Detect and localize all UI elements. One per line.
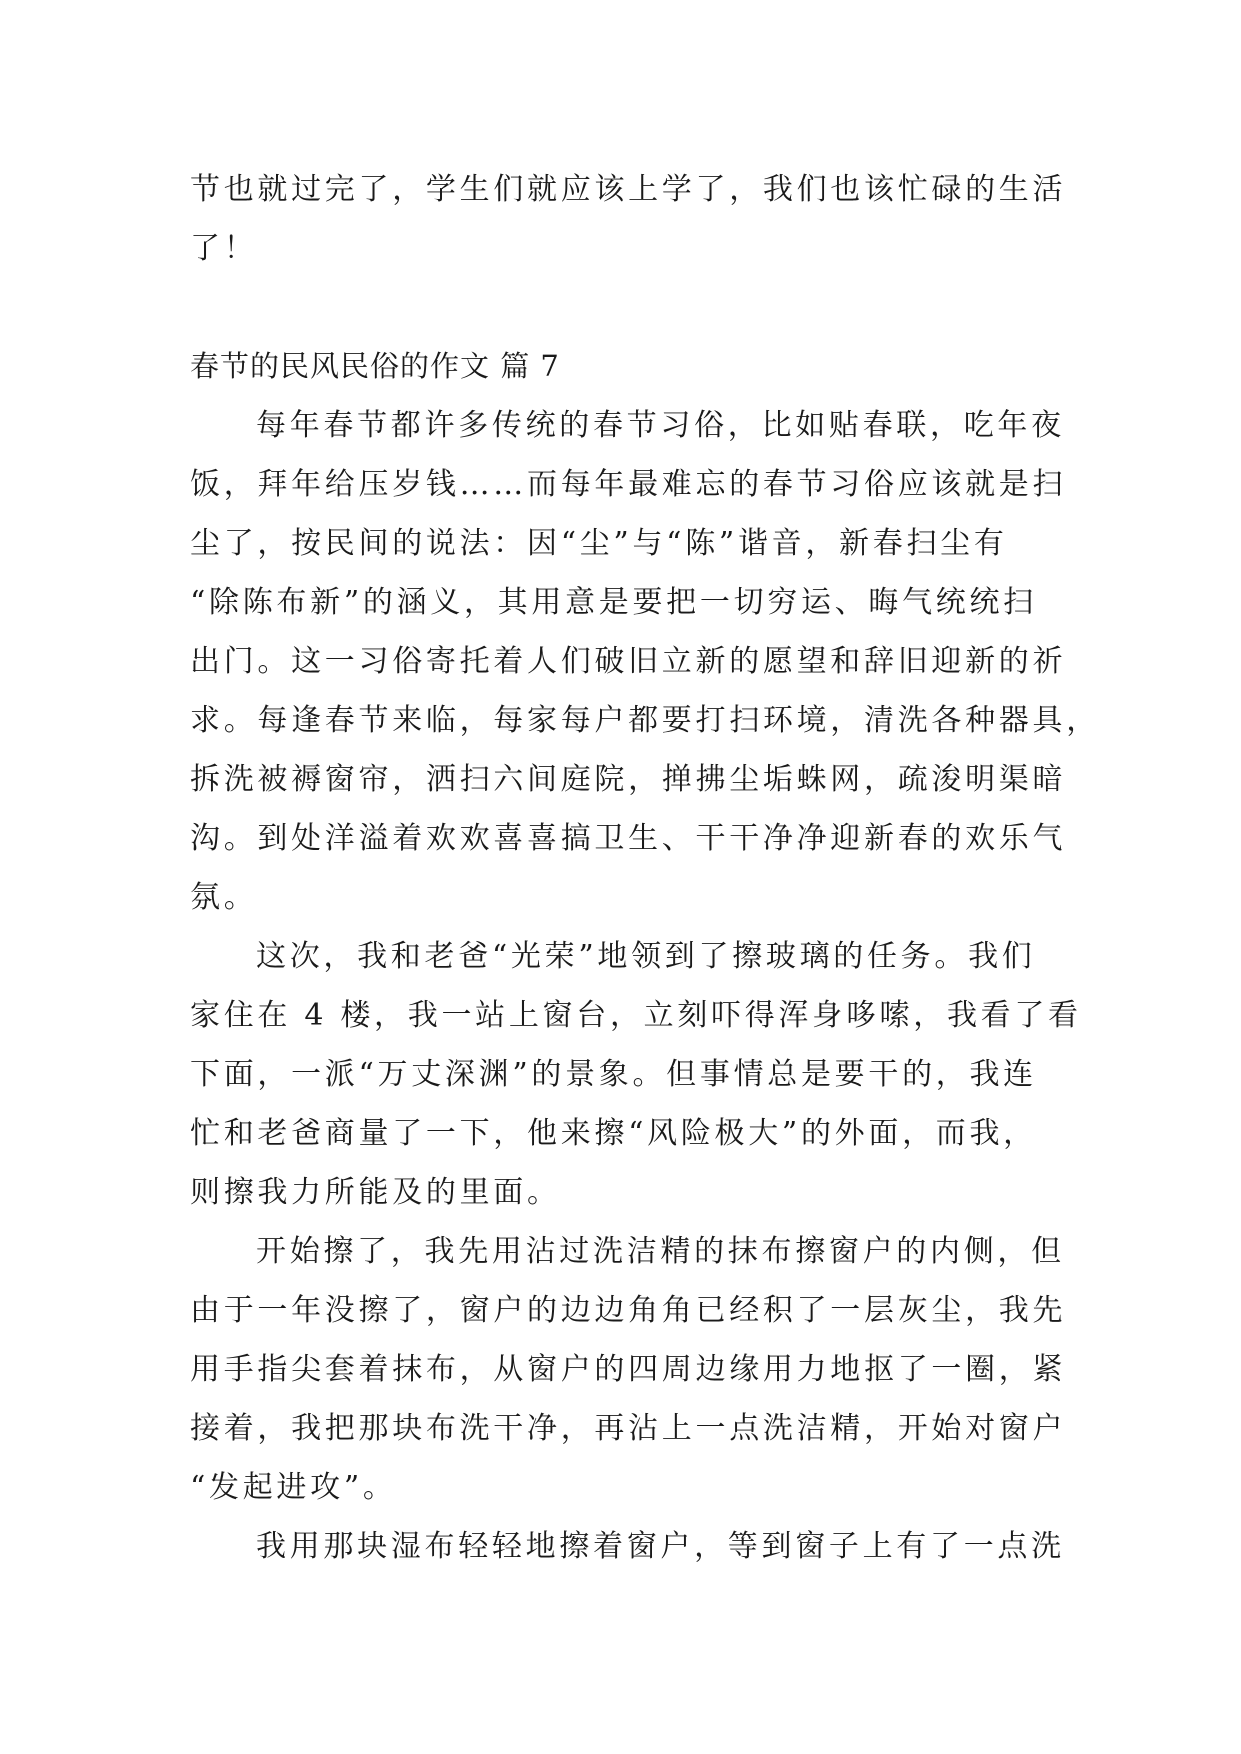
text-line: 由于一年没擦了，窗户的边边角角已经积了一层灰尘，我先 [190, 1293, 1067, 1328]
essay-heading: 春节的民风民俗的作文 篇 7 [190, 349, 560, 383]
document-body [190, 160, 1100, 1576]
text-line: 饭，拜年给压岁钱……而每年最难忘的春节习俗应该就是扫 [190, 467, 1067, 502]
text-line: 忙和老爸商量了一下，他来擦“风险极大”的外面，而我， [190, 1116, 1037, 1151]
text-line: 我用那块湿布轻轻地擦着窗户，等到窗子上有了一点洗 [256, 1529, 1065, 1564]
text-line: “发起进攻”。 [190, 1470, 397, 1505]
paragraph-2 [190, 927, 1082, 1222]
text-line: 这次，我和老爸“光荣”地领到了擦玻璃的任务。我们 [256, 939, 1036, 974]
text-line: 用手指尖套着抹布，从窗户的四周边缘用力地抠了一圈，紧 [190, 1352, 1067, 1387]
text-line: 出门。这一习俗寄托着人们破旧立新的愿望和辞旧迎新的祈 [190, 644, 1067, 679]
text-line: 沟。到处洋溢着欢欢喜喜搞卫生、干干净净迎新春的欢乐气 [190, 821, 1067, 856]
text-line: 拆洗被褥窗帘，洒扫六间庭院，掸拂尘垢蛛网，疏浚明渠暗 [190, 762, 1067, 797]
paragraph-3 [190, 1222, 1067, 1517]
blank-line [190, 278, 1060, 337]
paragraph-4 [190, 1517, 1065, 1576]
text-line: 接着，我把那块布洗干净，再沾上一点洗洁精，开始对窗户 [190, 1411, 1067, 1446]
text-line: 尘了，按民间的说法：因“尘”与“陈”谐音，新春扫尘有 [190, 526, 1008, 561]
text-line: 下面，一派“万丈深渊”的景象。但事情总是要干的，我连 [190, 1057, 1037, 1092]
text-line: 节也就过完了，学生们就应该上学了，我们也该忙碌的生活 [190, 172, 1067, 207]
text-line: 开始擦了，我先用沾过洗洁精的抹布擦窗户的内侧，但 [256, 1234, 1065, 1269]
text-line: 则擦我力所能及的里面。 [190, 1175, 561, 1210]
paragraph-1 [190, 396, 1100, 927]
text-line: 家住在 4 楼，我一站上窗台，立刻吓得浑身哆嗦，我看了看 [190, 998, 1082, 1033]
text-line: 了！ [190, 231, 258, 266]
text-line: “除陈布新”的涵义，其用意是要把一切穷运、晦气统统扫 [190, 585, 1037, 620]
text-line: 求。每逢春节来临，每家每户都要打扫环境，清洗各种器具， [190, 703, 1100, 738]
text-line: 每年春节都许多传统的春节习俗，比如贴春联，吃年夜 [256, 408, 1065, 443]
text-line: 氛。 [190, 880, 258, 915]
